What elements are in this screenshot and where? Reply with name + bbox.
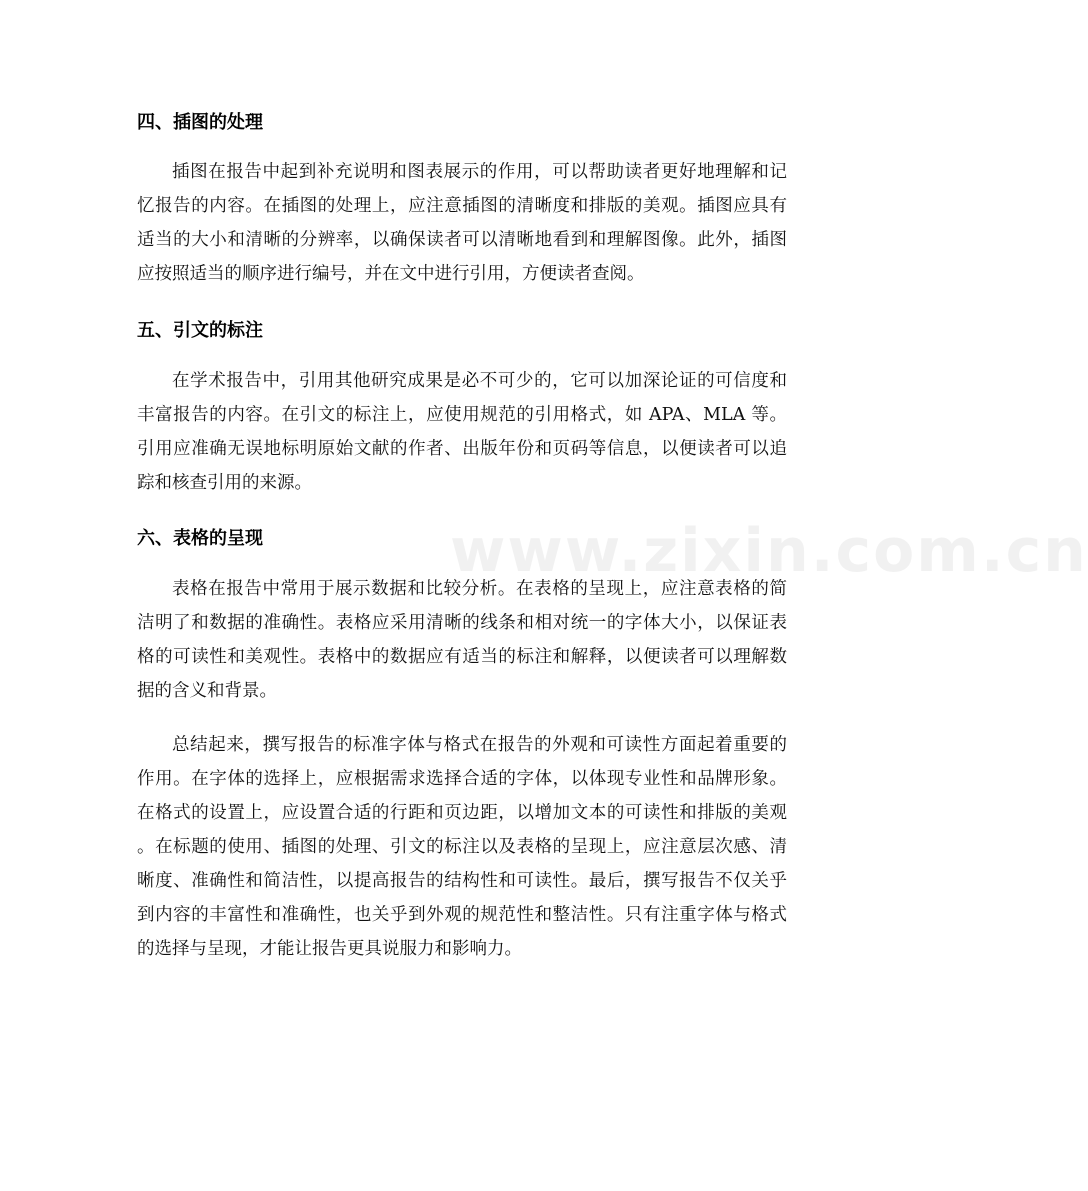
section-paragraph-tables (137, 572, 787, 708)
paragraph-line: 在格式的设置上，应设置合适的行距和页边距，以增加文本的可读性和排版的美观 (137, 803, 787, 823)
paragraph-line: 适当的大小和清晰的分辨率，以确保读者可以清晰地看到和理解图像。此外，插图 (137, 230, 787, 250)
conclusion-paragraph (137, 728, 787, 966)
paragraph-line: 在学术报告中，引用其他研究成果是必不可少的，它可以加深论证的可信度和 (172, 371, 787, 391)
paragraph-line: 格的可读性和美观性。表格中的数据应有适当的标注和解释，以便读者可以理解数 (137, 647, 787, 667)
paragraph-line: 插图在报告中起到补充说明和图表展示的作用，可以帮助读者更好地理解和记 (172, 162, 787, 182)
paragraph-line: 作用。在字体的选择上，应根据需求选择合适的字体，以体现专业性和品牌形象。 (137, 769, 787, 789)
paragraph-line: 踪和核查引用的来源。 (137, 473, 312, 493)
section-paragraph-citations (137, 364, 787, 500)
paragraph-line: 洁明了和数据的准确性。表格应采用清晰的线条和相对统一的字体大小，以保证表 (137, 613, 787, 633)
paragraph-line: 。在标题的使用、插图的处理、引文的标注以及表格的呈现上，应注意层次感、清 (137, 837, 787, 857)
paragraph-line: 的选择与呈现，才能让报告更具说服力和影响力。 (137, 939, 522, 959)
paragraph-line: 据的含义和背景。 (137, 681, 277, 701)
paragraph-line: 应按照适当的顺序进行编号，并在文中进行引用，方便读者查阅。 (137, 264, 645, 284)
paragraph-line: 晰度、准确性和简洁性，以提高报告的结构性和可读性。最后，撰写报告不仅关乎 (137, 871, 787, 891)
paragraph-line: 到内容的丰富性和准确性，也关乎到外观的规范性和整洁性。只有注重字体与格式 (137, 905, 787, 925)
section-heading-tables: 六、表格的呈现 (137, 528, 263, 549)
paragraph-line: 忆报告的内容。在插图的处理上，应注意插图的清晰度和排版的美观。插图应具有 (137, 196, 787, 216)
paragraph-line: 表格在报告中常用于展示数据和比较分析。在表格的呈现上，应注意表格的简 (172, 579, 787, 599)
paragraph-line: 总结起来，撰写报告的标准字体与格式在报告的外观和可读性方面起着重要的 (172, 735, 787, 755)
section-paragraph-illustrations (137, 155, 787, 291)
watermark: www.zixin.com.cn (450, 516, 1088, 586)
paragraph-line: 引用应准确无误地标明原始文献的作者、出版年份和页码等信息，以便读者可以追 (137, 439, 787, 459)
section-heading-illustrations: 四、插图的处理 (137, 112, 263, 133)
section-heading-citations: 五、引文的标注 (137, 320, 263, 341)
paragraph-line: 丰富报告的内容。在引文的标注上，应使用规范的引用格式，如 APA、MLA 等。 (137, 405, 787, 425)
